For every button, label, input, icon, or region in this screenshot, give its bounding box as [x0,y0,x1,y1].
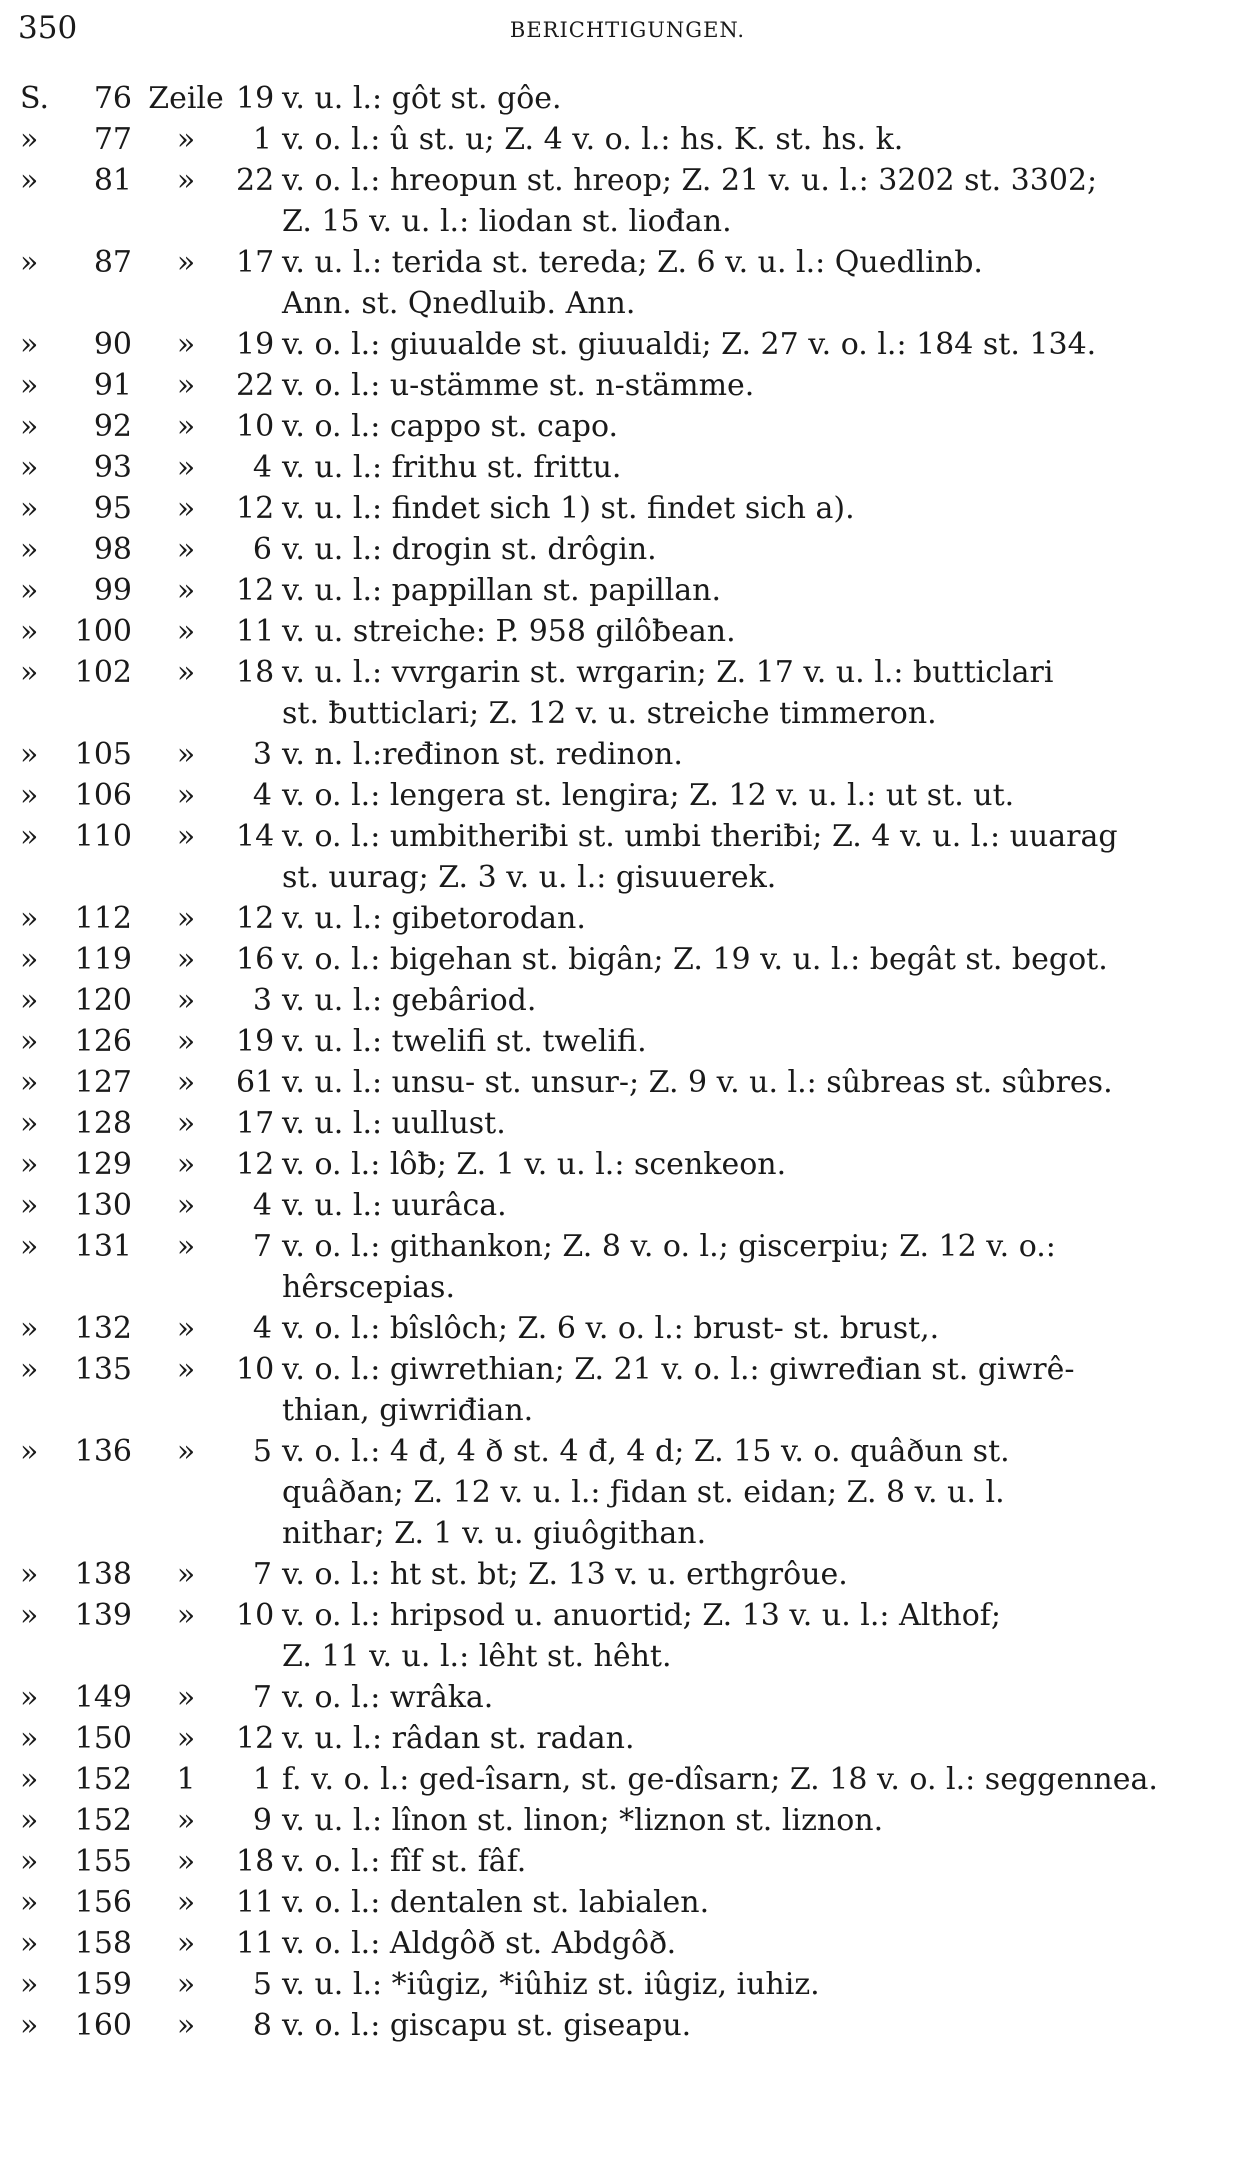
correction-entry [0,1185,1247,1226]
correction-text [282,652,1207,734]
correction-text [282,160,1207,242]
line-number: 11 [236,1885,275,1920]
correction-entry [0,1226,1247,1308]
page-reference: 99 [93,573,132,608]
ditto-mark: » [20,368,39,403]
correction-entry [0,1103,1247,1144]
correction-text [282,1021,1207,1062]
zeile-column: » [176,1844,196,1879]
correction-line: v. o. l.: bigehan st. bigân; Z. 19 v. u. l.: begât st. begot. [282,942,1108,977]
zeile-column: » [176,1598,196,1633]
page-reference: 132 [74,1311,132,1346]
ditto-mark: » [20,491,39,526]
page-reference: 91 [93,368,132,403]
page-reference: 156 [74,1885,132,1920]
zeile-column: » [176,1434,196,1469]
page-reference: 102 [74,655,132,690]
correction-entry [0,1800,1247,1841]
correction-entry [0,1062,1247,1103]
zeile-column: » [176,983,196,1018]
ditto-mark: » [20,1598,39,1633]
correction-entry [0,1021,1247,1062]
line-number: 4 [252,778,272,813]
correction-continuation: Ann. st. Qnedluib. Ann. [282,286,636,321]
correction-entry [0,1923,1247,1964]
line-number: 10 [236,409,275,444]
page-reference: 152 [74,1803,132,1838]
ditto-mark: » [20,1434,39,1469]
zeile-column: » [176,1680,196,1715]
correction-continuation: st. ƀutticlari; Z. 12 v. u. streiche timmeron. [282,696,937,731]
page-reference: 76 [93,81,132,116]
ditto-mark: » [20,1844,39,1879]
page-reference: 129 [74,1147,132,1182]
correction-entry [0,1718,1247,1759]
ditto-mark: » [20,1926,39,1961]
page-reference: 93 [93,450,132,485]
correction-line: v. u. l.: uullust. [282,1106,506,1141]
correction-text [282,365,1207,406]
correction-entry [0,1759,1247,1800]
line-number: 3 [252,737,272,772]
correction-continuation: hêrscepias. [282,1270,455,1305]
page-reference: 105 [74,737,132,772]
line-number: 12 [236,491,275,526]
correction-line: v. u. l.: uurâca. [282,1188,507,1223]
ditto-mark: » [20,1762,39,1797]
line-number: 22 [236,163,275,198]
ditto-mark: » [20,1885,39,1920]
correction-line: v. u. l.: findet sich 1) st. findet sich a). [282,491,855,526]
ditto-mark: » [20,983,39,1018]
running-head: BERICHTIGUNGEN. [509,18,746,42]
ditto-mark: » [20,778,39,813]
page-reference: 87 [93,245,132,280]
zeile-column: » [176,532,196,567]
correction-text [282,1759,1207,1800]
line-number: 12 [236,1147,275,1182]
correction-text [282,324,1207,365]
correction-entry [0,365,1247,406]
correction-text [282,1800,1207,1841]
correction-line: v. u. l.: *iûgiz, *iûhiz st. iûgiz, iuhiz. [282,1967,820,2002]
correction-text [282,1923,1207,1964]
zeile-column: » [176,1188,196,1223]
correction-line: v. o. l.: umbitheriƀi st. umbi theriƀi; Z. 4 v. u. l.: uuarag [282,819,1118,854]
page-reference: 159 [74,1967,132,2002]
ditto-mark: » [20,1721,39,1756]
ditto-mark: » [20,1147,39,1182]
correction-text [282,1185,1207,1226]
correction-line: v. o. l.: bîslôch; Z. 6 v. o. l.: brust- st. brust,. [282,1311,940,1346]
line-number: 7 [252,1229,272,1264]
zeile-column: » [176,1721,196,1756]
correction-text [282,611,1207,652]
ditto-mark: » [20,532,39,567]
correction-text [282,529,1207,570]
correction-text [282,1431,1207,1554]
page-reference: 95 [93,491,132,526]
zeile-column: » [176,1967,196,2002]
line-number: 11 [236,1926,275,1961]
correction-entry [0,734,1247,775]
zeile-column: » [176,122,196,157]
page-reference: 106 [74,778,132,813]
correction-text [282,898,1207,939]
correction-continuation: Z. 11 v. u. l.: lêht st. hêht. [282,1639,672,1674]
zeile-column: » [176,1229,196,1264]
correction-entry [0,324,1247,365]
correction-line: v. o. l.: fîf st. fâf. [282,1844,527,1879]
page-reference: 98 [93,532,132,567]
line-number: 17 [236,1106,275,1141]
zeile-column: » [176,245,196,280]
correction-line: v. u. l.: twelifi st. twelifi. [282,1024,647,1059]
correction-continuation: Z. 15 v. u. l.: liodan st. liođan. [282,204,732,239]
ditto-mark: » [20,901,39,936]
correction-line: v. o. l.: 4 đ, 4 ð st. 4 đ, 4 d; Z. 15 v. o. quâðun st. [282,1434,1010,1469]
zeile-column: » [176,368,196,403]
correction-line: v. o. l.: ht st. bt; Z. 13 v. u. erthgrôue. [282,1557,848,1592]
correction-entry [0,611,1247,652]
zeile-column: » [176,614,196,649]
zeile-column: » [176,1024,196,1059]
correction-text [282,1964,1207,2005]
correction-text [282,1882,1207,1923]
zeile-column: » [176,450,196,485]
correction-line: v. u. l.: drogin st. drôgin. [282,532,657,567]
correction-text [282,447,1207,488]
line-number: 5 [252,1434,272,1469]
page-reference: 90 [93,327,132,362]
ditto-mark: » [20,122,39,157]
line-number: 1 [252,1762,272,1797]
ditto-mark: » [20,1680,39,1715]
line-number: 22 [236,368,275,403]
correction-entry [0,119,1247,160]
line-number: 17 [236,245,275,280]
correction-continuation: quâðan; Z. 12 v. u. l.: ƒidan st. eidan; Z. 8 v. u. l. [282,1475,1005,1510]
line-number: 19 [236,1024,275,1059]
ditto-mark: » [20,1557,39,1592]
correction-line: v. o. l.: Aldgôð st. Abdgôð. [282,1926,677,1961]
correction-entry [0,652,1247,734]
zeile-column: » [176,901,196,936]
ditto-mark: » [20,450,39,485]
correction-text [282,1841,1207,1882]
correction-entry [0,775,1247,816]
zeile-column: » [176,737,196,772]
correction-text [282,980,1207,1021]
page-reference: 81 [93,163,132,198]
line-number: 1 [252,122,272,157]
ditto-mark: » [20,1352,39,1387]
page-reference: 150 [74,1721,132,1756]
page-reference: 112 [74,901,132,936]
correction-line: v. o. l.: lengera st. lengira; Z. 12 v. u. l.: ut st. ut. [282,778,1015,813]
correction-entry [0,1595,1247,1677]
page-reference: 130 [74,1188,132,1223]
line-number: 7 [252,1680,272,1715]
correction-entry [0,1882,1247,1923]
correction-line: v. u. l.: râdan st. radan. [282,1721,635,1756]
correction-line: v. o. l.: cappo st. capo. [282,409,619,444]
correction-line: v. o. l.: hreopun st. hreop; Z. 21 v. u. l.: 3202 st. 3302; [282,163,1098,198]
correction-entry [0,2005,1247,2046]
correction-line: v. o. l.: dentalen st. labialen. [282,1885,710,1920]
correction-line: f. v. o. l.: ged-îsarn, st. ge-dîsarn; Z. 18 v. o. l.: seggennea. [282,1762,1158,1797]
correction-continuation: thian, giwriđian. [282,1393,534,1428]
page-reference: 131 [74,1229,132,1264]
correction-text [282,488,1207,529]
correction-entry [0,242,1247,324]
page-header [18,10,1229,50]
correction-line: v. o. l.: githankon; Z. 8 v. o. l.; giscerpiu; Z. 12 v. o.: [282,1229,1056,1264]
correction-entry [0,1677,1247,1718]
correction-line: v. o. l.: giscapu st. giseapu. [282,2008,692,2043]
correction-line: v. o. l.: u-stämme st. n-stämme. [282,368,755,403]
ditto-mark: » [20,819,39,854]
page-reference: 138 [74,1557,132,1592]
correction-entry [0,488,1247,529]
correction-text [282,242,1207,324]
correction-line: v. n. l.:ređinon st. redinon. [282,737,683,772]
line-number: 12 [236,573,275,608]
zeile-column: » [176,655,196,690]
line-number: 12 [236,901,275,936]
correction-entry [0,160,1247,242]
correction-line: v. o. l.: hripsod u. anuortid; Z. 13 v. u. l.: Althof; [282,1598,1001,1633]
correction-text [282,1595,1207,1677]
zeile-column: Zeile [148,81,224,116]
correction-line: v. u. l.: unsu- st. unsur-; Z. 9 v. u. l.: sûbreas st. sûbres. [282,1065,1113,1100]
line-number: 6 [252,532,272,567]
zeile-column: » [176,1557,196,1592]
zeile-column: » [176,778,196,813]
correction-line: v. u. l.: gibetorodan. [282,901,586,936]
correction-entry [0,980,1247,1021]
correction-text [282,939,1207,980]
ditto-mark: » [20,737,39,772]
correction-entry [0,1841,1247,1882]
correction-text [282,1718,1207,1759]
correction-line: v. o. l.: wrâka. [282,1680,494,1715]
page-reference: 136 [74,1434,132,1469]
correction-text [282,1103,1207,1144]
correction-text [282,775,1207,816]
correction-line: v. u. l.: terida st. tereda; Z. 6 v. u. l.: Quedlinb. [282,245,983,280]
correction-entry [0,570,1247,611]
line-number: 19 [236,81,275,116]
line-number: 4 [252,1311,272,1346]
line-number: 16 [236,942,275,977]
zeile-column: » [176,327,196,362]
ditto-mark: » [20,2008,39,2043]
page-reference: 139 [74,1598,132,1633]
ditto-mark: » [20,1024,39,1059]
correction-entry [0,447,1247,488]
line-number: 14 [236,819,275,854]
correction-text [282,1349,1207,1431]
zeile-column: » [176,1147,196,1182]
correction-text [282,1308,1207,1349]
page-reference: 149 [74,1680,132,1715]
zeile-column: » [176,573,196,608]
corrections-list [0,78,1247,2046]
page-reference: 128 [74,1106,132,1141]
correction-text [282,1144,1207,1185]
line-number: 9 [252,1803,272,1838]
line-number: 4 [252,1188,272,1223]
correction-line: v. u. l.: gebâriod. [282,983,537,1018]
correction-entry [0,898,1247,939]
page-reference: 119 [74,942,132,977]
correction-line: v. o. l.: lôƀ; Z. 1 v. u. l.: scenkeon. [282,1147,787,1182]
correction-line: v. u. l.: gôt st. gôe. [282,81,562,116]
correction-entry [0,1349,1247,1431]
line-number: 11 [236,614,275,649]
ditto-mark: » [20,573,39,608]
page-reference: 120 [74,983,132,1018]
correction-text [282,119,1207,160]
correction-entry [0,78,1247,119]
ditto-mark: » [20,163,39,198]
ditto-mark: » [20,1229,39,1264]
correction-line: v. u. l.: lînon st. linon; *liznon st. liznon. [282,1803,884,1838]
zeile-column: » [176,1926,196,1961]
page-reference: 127 [74,1065,132,1100]
correction-text [282,406,1207,447]
line-number: 18 [236,1844,275,1879]
correction-entry [0,529,1247,570]
page-reference: 77 [93,122,132,157]
line-number: 4 [252,450,272,485]
correction-text [282,734,1207,775]
page-reference: 100 [74,614,132,649]
zeile-column: » [176,1311,196,1346]
page-reference: 158 [74,1926,132,1961]
zeile-column: » [176,1065,196,1100]
ditto-mark: » [20,1967,39,2002]
line-number: 12 [236,1721,275,1756]
ditto-mark: » [20,942,39,977]
correction-text [282,570,1207,611]
correction-line: v. u. streiche: P. 958 gilôƀean. [282,614,736,649]
line-number: 7 [252,1557,272,1592]
ditto-mark: » [20,1106,39,1141]
correction-text [282,2005,1207,2046]
ditto-mark: » [20,409,39,444]
page-reference: 155 [74,1844,132,1879]
line-number: 18 [236,655,275,690]
correction-line: v. o. l.: giwrethian; Z. 21 v. o. l.: giwređian st. giwrê- [282,1352,1075,1387]
line-number: 10 [236,1598,275,1633]
page-reference: 126 [74,1024,132,1059]
zeile-column: » [176,1803,196,1838]
correction-text [282,1226,1207,1308]
correction-entry [0,1308,1247,1349]
ditto-mark: S. [20,81,50,116]
correction-text [282,1677,1207,1718]
correction-line: v. u. l.: frithu st. frittu. [282,450,622,485]
line-number: 3 [252,983,272,1018]
zeile-column: » [176,1885,196,1920]
line-number: 61 [236,1065,275,1100]
correction-text [282,1062,1207,1103]
correction-line: v. u. l.: vvrgarin st. wrgarin; Z. 17 v. u. l.: butticlari [282,655,1054,690]
line-number: 10 [236,1352,275,1387]
correction-entry [0,406,1247,447]
ditto-mark: » [20,655,39,690]
zeile-column: » [176,491,196,526]
correction-entry [0,939,1247,980]
ditto-mark: » [20,1065,39,1100]
ditto-mark: » [20,1311,39,1346]
zeile-column: » [176,163,196,198]
ditto-mark: » [20,1188,39,1223]
line-number: 5 [252,1967,272,2002]
correction-line: v. o. l.: û st. u; Z. 4 v. o. l.: hs. K. st. hs. k. [282,122,904,157]
correction-entry [0,1144,1247,1185]
page-reference: 92 [93,409,132,444]
page-number: 350 [18,10,78,46]
correction-entry [0,1554,1247,1595]
zeile-column: » [176,1106,196,1141]
ditto-mark: » [20,614,39,649]
zeile-column: » [176,942,196,977]
line-number: 19 [236,327,275,362]
zeile-column: » [176,1352,196,1387]
page-reference: 110 [74,819,132,854]
correction-line: v. o. l.: giuualde st. giuualdi; Z. 27 v. o. l.: 184 st. 134. [282,327,1097,362]
correction-text [282,78,1207,119]
ditto-mark: » [20,245,39,280]
correction-line: v. u. l.: pappillan st. papillan. [282,573,721,608]
page-reference: 152 [74,1762,132,1797]
ditto-mark: » [20,1803,39,1838]
page-reference: 160 [74,2008,132,2043]
correction-continuation: st. uurag; Z. 3 v. u. l.: gisuuerek. [282,860,777,895]
correction-entry [0,816,1247,898]
correction-continuation: nithar; Z. 1 v. u. giuôgithan. [282,1516,707,1551]
page-reference: 135 [74,1352,132,1387]
correction-entry [0,1431,1247,1554]
zeile-column: » [176,409,196,444]
zeile-column: » [176,2008,196,2043]
correction-entry [0,1964,1247,2005]
zeile-column: 1 [176,1762,196,1797]
correction-text [282,816,1207,898]
zeile-column: » [176,819,196,854]
correction-text [282,1554,1207,1595]
line-number: 8 [252,2008,272,2043]
ditto-mark: » [20,327,39,362]
